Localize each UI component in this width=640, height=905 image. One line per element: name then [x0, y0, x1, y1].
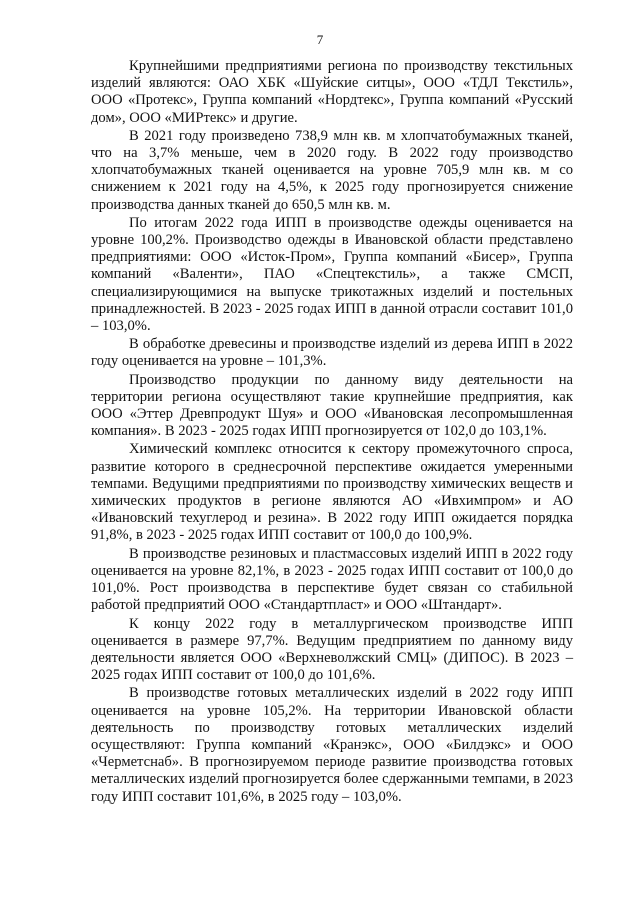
paragraph-textile-enterprises: Крупнейшими предприятиями региона по производству текстильных изделий являются: ОАО ХБК «Шуйские ситцы», ООО «ТДЛ Текстиль», ООО «Протекс», Группа компаний «Нордтекс», Группа компаний «Русский дом», ООО «МИРтекс» и другие. — [91, 58, 573, 126]
body-text — [91, 58, 573, 806]
paragraph-wood-enterprises: Производство продукции по данному виду деятельности на территории региона осуществляют такие крупнейшие предприятия, как ООО «Эттер Древпродукт Шуя» и ООО «Ивановская лесопромышленная компания». В 2023 - 2025 годах ИПП прогнозируется от 102,0 до 103,1%. — [91, 371, 573, 440]
paragraph-wood-processing: В обработке древесины и производстве изделий из дерева ИПП в 2022 году оценивается на уровне – 101,3%. — [91, 336, 573, 370]
paragraph-cotton-fabrics: В 2021 году произведено 738,9 млн кв. м хлопчатобумажных тканей, что на 3,7% меньше, чем в 2020 году. В 2022 году производство хлопчатобумажных тканей оценивается на уровне 705,9 млн кв. м со снижением к 2021 году на 4,5%, к 2025 году прогнозируется снижение производства данных тканей до 650,5 млн кв. м. — [91, 127, 573, 213]
paragraph-chemical: Химический комплекс относится к сектору промежуточного спроса, развитие которого в среднесрочной перспективе ожидается умеренными темпами. Ведущими предприятиями по производству химических веществ и химических продуктов в регионе являются АО «Ивхимпром» и АО «Ивановский техуглерод и резина». В 2022 году ИПП ожидается порядка 91,8%, в 2023 - 2025 годах ИПП составит от 100,0 до 100,9%. — [91, 441, 573, 544]
paragraph-rubber-plastic: В производстве резиновых и пластмассовых изделий ИПП в 2022 году оценивается на уровне 82,1%, в 2023 - 2025 годах ИПП составит от 100,0 до 101,0%. Рост производства в перспективе будет связан со стабильной работой предприятий ООО «Стандартпласт» и ООО «Штандарт». — [91, 545, 573, 614]
paragraph-clothing: По итогам 2022 года ИПП в производстве одежды оценивается на уровне 100,2%. Производство одежды в Ивановской области представлено предприятиями: ООО «Исток-Пром», Группа компаний «Бисер», Группа компаний «Валенти», ПАО «Спецтекстиль», а также СМСП, специализирующимися на выпуске трикотажных изделий и постельных принадлежностей. В 2023 - 2025 годах ИПП в данной отрасли составит 101,0 – 103,0%. — [91, 214, 573, 335]
paragraph-metal-products: В производстве готовых металлических изделий в 2022 году ИПП оценивается на уровне 105,2%. На территории Ивановской области деятельность по производству готовых металлических изделий осуществляют: Группа компаний «Кранэкс», ООО «Билдэкс» и ООО «Черметснаб». В прогнозируемом периоде развитие производства готовых металлических изделий прогнозируется более сдержанными темпами, в 2023 году ИПП составит 101,6%, в 2025 году – 103,0%. — [91, 685, 573, 805]
page-number: 7 — [316, 32, 324, 47]
paragraph-metallurgy: К концу 2022 году в металлургическом производстве ИПП оценивается в размере 97,7%. Ведущим предприятием по данному виду деятельности является ООО «Верхневолжский СМЦ» (ДИПОС). В 2023 – 2025 годах ИПП составит от 100,0 до 101,6%. — [91, 615, 573, 684]
